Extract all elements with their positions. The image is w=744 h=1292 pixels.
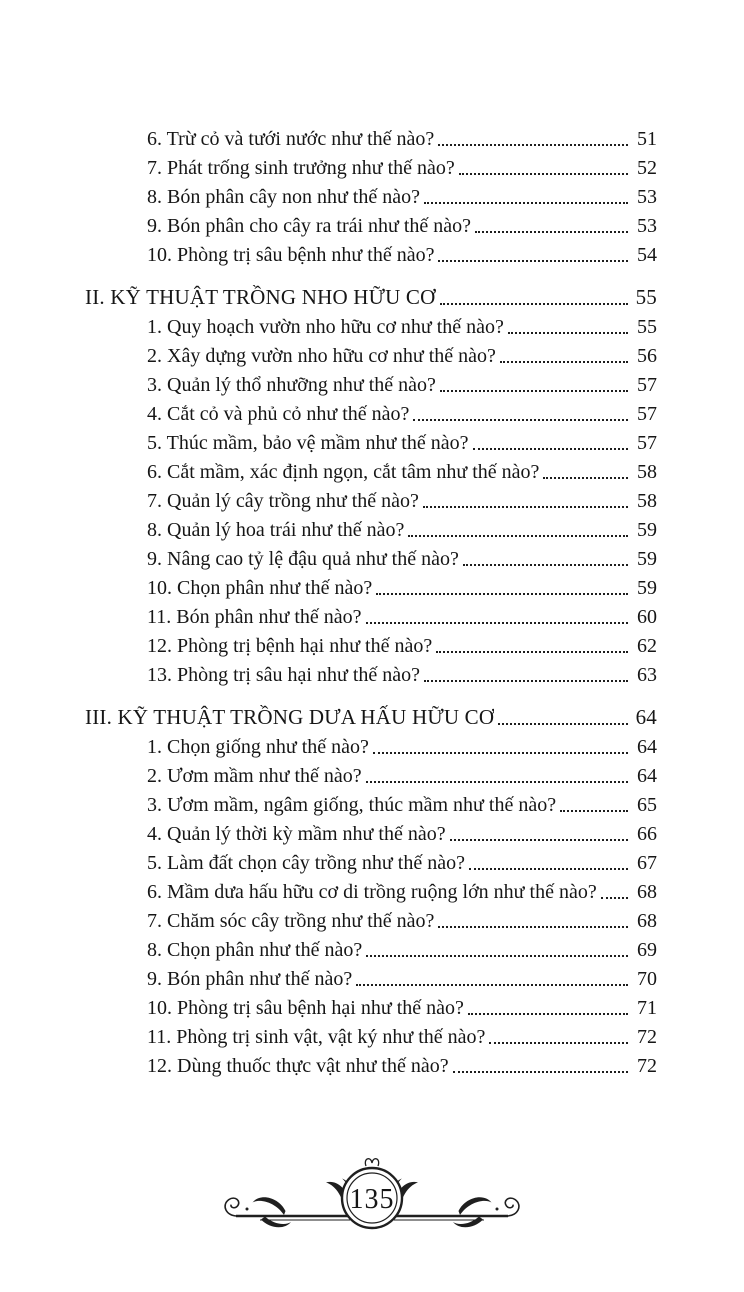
toc-entry-label: 8. Quản lý hoa trái như thế nào? <box>147 519 405 541</box>
table-of-contents <box>85 122 657 1078</box>
toc-entry-page: 54 <box>637 244 657 266</box>
dot-leader <box>373 752 628 754</box>
toc-entry-page: 69 <box>637 939 657 961</box>
toc-entry-label: 7. Quản lý cây trồng như thế nào? <box>147 490 419 512</box>
dot-leader <box>459 173 628 175</box>
toc-entry <box>85 962 657 991</box>
dot-leader <box>543 477 628 479</box>
dot-leader <box>463 564 628 566</box>
toc-entry-page: 52 <box>637 157 657 179</box>
toc-entry-label: 9. Bón phân cho cây ra trái như thế nào? <box>147 215 472 237</box>
toc-entry <box>85 122 657 151</box>
toc-entry-page: 64 <box>637 736 657 758</box>
toc-item-list <box>85 730 657 1078</box>
toc-entry <box>85 180 657 209</box>
toc-entry <box>85 846 657 875</box>
toc-entry-page: 53 <box>637 186 657 208</box>
toc-section <box>85 699 657 1078</box>
dot-leader <box>469 868 628 870</box>
toc-section-heading-page: 64 <box>635 705 657 729</box>
toc-entry <box>85 455 657 484</box>
toc-entry <box>85 759 657 788</box>
toc-entry <box>85 339 657 368</box>
toc-entry-page: 59 <box>637 548 657 570</box>
toc-entry <box>85 397 657 426</box>
toc-entry-label: 10. Chọn phân như thế nào? <box>147 577 373 599</box>
toc-entry <box>85 571 657 600</box>
toc-entry-label: 10. Phòng trị sâu bệnh hại như thế nào? <box>147 997 464 1019</box>
toc-entry-page: 70 <box>637 968 657 990</box>
toc-section <box>85 122 657 267</box>
toc-entry <box>85 542 657 571</box>
dot-leader <box>438 926 628 928</box>
toc-entry <box>85 875 657 904</box>
toc-entry <box>85 209 657 238</box>
toc-entry-label: 3. Quản lý thổ nhưỡng như thế nào? <box>147 374 436 396</box>
toc-entry <box>85 600 657 629</box>
toc-section-heading-label: III. KỸ THUẬT TRỒNG DƯA HẤU HỮU CƠ <box>85 705 495 729</box>
toc-entry-label: 7. Phát trống sinh trưởng như thế nào? <box>147 157 455 179</box>
toc-entry-page: 72 <box>637 1055 657 1077</box>
toc-entry-label: 4. Cắt cỏ và phủ cỏ như thế nào? <box>147 403 410 425</box>
toc-entry-label: 12. Dùng thuốc thực vật như thế nào? <box>147 1055 449 1077</box>
dot-leader <box>498 723 628 725</box>
dot-leader <box>438 144 628 146</box>
footer-page-number: 135 <box>349 1184 395 1215</box>
footer-ornament <box>220 1150 524 1246</box>
dot-leader <box>438 260 628 262</box>
dot-leader <box>424 680 628 682</box>
dot-leader <box>413 419 628 421</box>
toc-entry <box>85 658 657 687</box>
toc-entry-page: 60 <box>637 606 657 628</box>
dot-leader <box>489 1042 628 1044</box>
dot-leader <box>500 361 628 363</box>
toc-item-list <box>85 122 657 267</box>
toc-entry-label: 6. Trừ cỏ và tưới nước như thế nào? <box>147 128 435 150</box>
toc-entry-label: 8. Chọn phân như thế nào? <box>147 939 363 961</box>
toc-entry-page: 66 <box>637 823 657 845</box>
toc-entry <box>85 730 657 759</box>
dot-leader <box>560 810 628 812</box>
dot-leader <box>366 622 628 624</box>
toc-entry-label: 2. Xây dựng vườn nho hữu cơ như thế nào? <box>147 345 496 367</box>
toc-entry-page: 67 <box>637 852 657 874</box>
toc-entry-label: 5. Làm đất chọn cây trồng như thế nào? <box>147 852 465 874</box>
toc-entry-page: 53 <box>637 215 657 237</box>
dot-leader <box>436 651 628 653</box>
toc-section-heading <box>85 699 657 730</box>
dot-leader <box>366 781 628 783</box>
toc-section <box>85 279 657 687</box>
toc-entry-label: 9. Bón phân như thế nào? <box>147 968 353 990</box>
dot-leader <box>468 1013 628 1015</box>
dot-leader <box>366 955 628 957</box>
toc-entry <box>85 238 657 267</box>
toc-entry-label: 13. Phòng trị sâu hại như thế nào? <box>147 664 421 686</box>
toc-entry-page: 68 <box>637 910 657 932</box>
toc-entry-label: 2. Ươm mầm như thế nào? <box>147 765 362 787</box>
dot-leader <box>424 202 628 204</box>
toc-entry <box>85 426 657 455</box>
toc-entry-page: 64 <box>637 765 657 787</box>
toc-entry <box>85 151 657 180</box>
toc-entry-page: 58 <box>637 461 657 483</box>
toc-entry <box>85 368 657 397</box>
dot-leader <box>440 390 628 392</box>
toc-entry-page: 51 <box>637 128 657 150</box>
flourish-divider-icon <box>220 1150 524 1246</box>
dot-leader <box>408 535 628 537</box>
toc-entry-page: 71 <box>637 997 657 1019</box>
toc-item-list <box>85 310 657 687</box>
toc-entry-label: 4. Quản lý thời kỳ mầm như thế nào? <box>147 823 446 845</box>
toc-entry-label: 8. Bón phân cây non như thế nào? <box>147 186 420 208</box>
toc-entry <box>85 1020 657 1049</box>
toc-entry <box>85 1049 657 1078</box>
toc-entry-page: 57 <box>637 432 657 454</box>
toc-entry <box>85 991 657 1020</box>
toc-entry <box>85 484 657 513</box>
toc-entry <box>85 817 657 846</box>
toc-entry-page: 63 <box>637 664 657 686</box>
toc-entry-label: 11. Bón phân như thế nào? <box>147 606 362 628</box>
toc-entry-label: 6. Mầm dưa hấu hữu cơ di trồng ruộng lớn như thế nào? <box>147 881 597 903</box>
dot-leader <box>423 506 628 508</box>
toc-entry-label: 1. Chọn giống như thế nào? <box>147 736 369 758</box>
toc-entry <box>85 904 657 933</box>
toc-entry-label: 3. Ươm mầm, ngâm giống, thúc mầm như thế nào? <box>147 794 557 816</box>
toc-entry-page: 72 <box>637 1026 657 1048</box>
dot-leader <box>453 1071 628 1073</box>
toc-entry-page: 58 <box>637 490 657 512</box>
toc-entry-label: 10. Phòng trị sâu bệnh như thế nào? <box>147 244 435 266</box>
toc-entry-page: 56 <box>637 345 657 367</box>
toc-section-heading <box>85 279 657 310</box>
toc-entry <box>85 629 657 658</box>
toc-entry <box>85 310 657 339</box>
toc-entry-label: 11. Phòng trị sinh vật, vật ký như thế nào? <box>147 1026 486 1048</box>
dot-leader <box>475 231 628 233</box>
dot-leader <box>450 839 628 841</box>
toc-section-heading-page: 55 <box>635 285 657 309</box>
toc-entry-label: 5. Thúc mầm, bảo vệ mầm như thế nào? <box>147 432 469 454</box>
toc-section-heading-label: II. KỸ THUẬT TRỒNG NHO HỮU CƠ <box>85 285 436 309</box>
toc-entry-label: 7. Chăm sóc cây trồng như thế nào? <box>147 910 435 932</box>
toc-entry-page: 57 <box>637 403 657 425</box>
toc-entry-label: 6. Cắt mầm, xác định ngọn, cắt tâm như thế nào? <box>147 461 540 483</box>
dot-leader <box>508 332 628 334</box>
toc-entry-page: 59 <box>637 577 657 599</box>
toc-entry <box>85 933 657 962</box>
dot-leader <box>473 448 629 450</box>
dot-leader <box>356 984 628 986</box>
toc-entry-page: 62 <box>637 635 657 657</box>
toc-entry-page: 59 <box>637 519 657 541</box>
toc-entry-label: 9. Nâng cao tỷ lệ đậu quả như thế nào? <box>147 548 459 570</box>
toc-entry-label: 1. Quy hoạch vườn nho hữu cơ như thế nào? <box>147 316 504 338</box>
toc-entry-page: 65 <box>637 794 657 816</box>
toc-entry <box>85 513 657 542</box>
toc-entry <box>85 788 657 817</box>
toc-entry-label: 12. Phòng trị bệnh hại như thế nào? <box>147 635 433 657</box>
toc-entry-page: 57 <box>637 374 657 396</box>
dot-leader <box>440 303 628 305</box>
toc-entry-page: 68 <box>637 881 657 903</box>
dot-leader <box>376 593 628 595</box>
toc-entry-page: 55 <box>637 316 657 338</box>
dot-leader <box>601 897 628 899</box>
